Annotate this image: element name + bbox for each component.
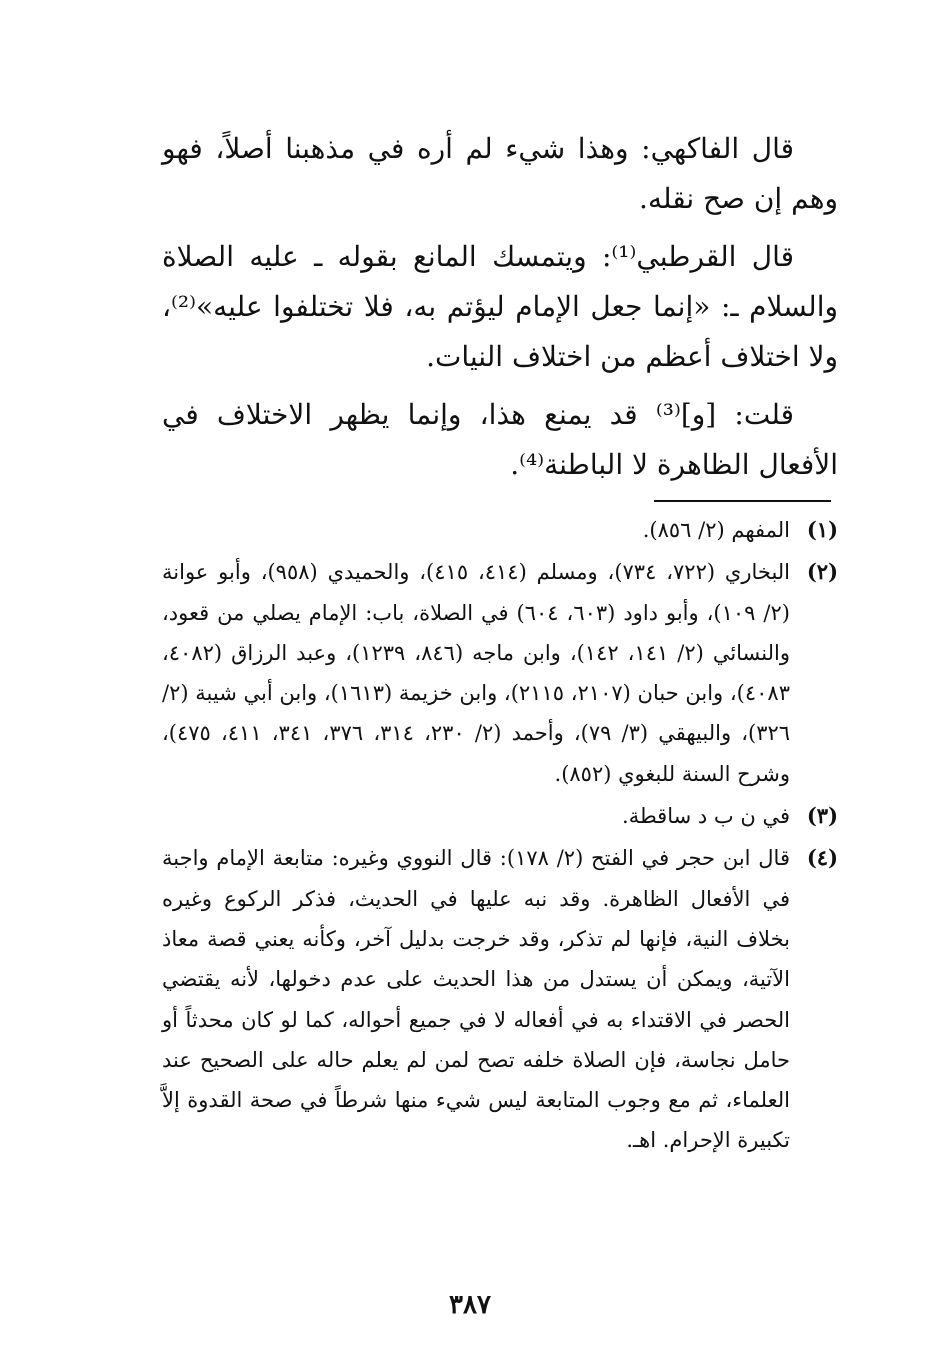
footnote-4 bbox=[162, 838, 838, 1160]
paragraph-3: قلت: [و]⁽³⁾ قد يمنع هذا، وإنما يظهر الاختلاف في الأفعال الظاهرة لا الباطنة⁽⁴⁾. bbox=[162, 398, 838, 481]
footnote-number: (١) bbox=[806, 517, 838, 542]
footnote-number: (٣) bbox=[806, 803, 838, 829]
main-text bbox=[162, 124, 838, 498]
footnote-separator bbox=[654, 500, 831, 502]
footnote-1 bbox=[162, 510, 838, 550]
footnote-text: البخاري (٧٢٢، ٧٣٤)، ومسلم (٤١٤، ٤١٥)، والحميدي (٩٥٨)، وأبو عوانة (٢/ ١٠٩)، وأبو داود (٦٠٣، ٦٠٤) في الصلاة، باب: الإمام يصلي من قعود، والنسائي (٢/ ١٤١، ١٤٢)، وابن ماجه (٨٤٦، ١٢٣٩)، وعبد الرزاق (٤٠٨٢، ٤٠٨٣)، وابن حبان (٢١٠٧، ٢١١٥)، وابن خزيمة (١٦١٣)، وابن أبي شيبة (٢/ ٣٢٦)، والبيهقي (٣/ ٧٩)، وأحمد (٢/ ٢٣٠، ٣١٤، ٣٧٦، ٣٤١، ٤١١، ٤٧٥)، وشرح السنة للبغوي (٨٥٢). bbox=[162, 560, 791, 786]
footnote-text: قال ابن حجر في الفتح (٢/ ١٧٨): قال النووي وغيره: متابعة الإمام واجبة في الأفعال الظاهرة. وقد نبه عليها في الحديث، فذكر الركوع وغيره بخلاف النية، فإنها لم تذكر، وقد خرجت بدليل آخر، وكأنه يعني قصة معاذ الآتية، ويمكن أن يستدل من هذا الحديث على عدم دخولها، لأنه يقتضي الحصر في الاقتداء به في أفعاله لا في جميع أحواله، كما لو كان محدثاً أو حامل نجاسة، فإن الصلاة خلفه تصح لمن لم يعلم حاله على الصحيح عند العلماء، ثم مع وجوب المتابعة ليس شيء منها شرطاً في صحة القدوة إلاَّ تكبيرة الإحرام. اهـ. bbox=[162, 846, 790, 1153]
footnote-number: (٤) bbox=[806, 845, 838, 871]
footnote-3 bbox=[162, 796, 838, 836]
footnote-text: في ن ب د ساقطة. bbox=[622, 804, 790, 829]
footnotes bbox=[162, 510, 838, 1163]
footnote-text: المفهم (٢/ ٨٥٦). bbox=[642, 518, 790, 542]
paragraph-1: قال الفاكهي: وهذا شيء لم أره في مذهبنا أصلاً، فهو وهم إن صح نقله. bbox=[162, 132, 838, 215]
footnote-2 bbox=[162, 552, 838, 794]
footnote-number: (٢) bbox=[806, 559, 838, 585]
paragraph-2: قال القرطبي⁽¹⁾: ويتمسك المانع بقوله ـ عليه الصلاة والسلام ـ: «إنما جعل الإمام ليؤتم به، فلا تختلفوا عليه»⁽²⁾، ولا اختلاف أعظم من اختلاف النيات. bbox=[162, 240, 838, 373]
page-number: ٣٨٧ bbox=[449, 1290, 491, 1320]
